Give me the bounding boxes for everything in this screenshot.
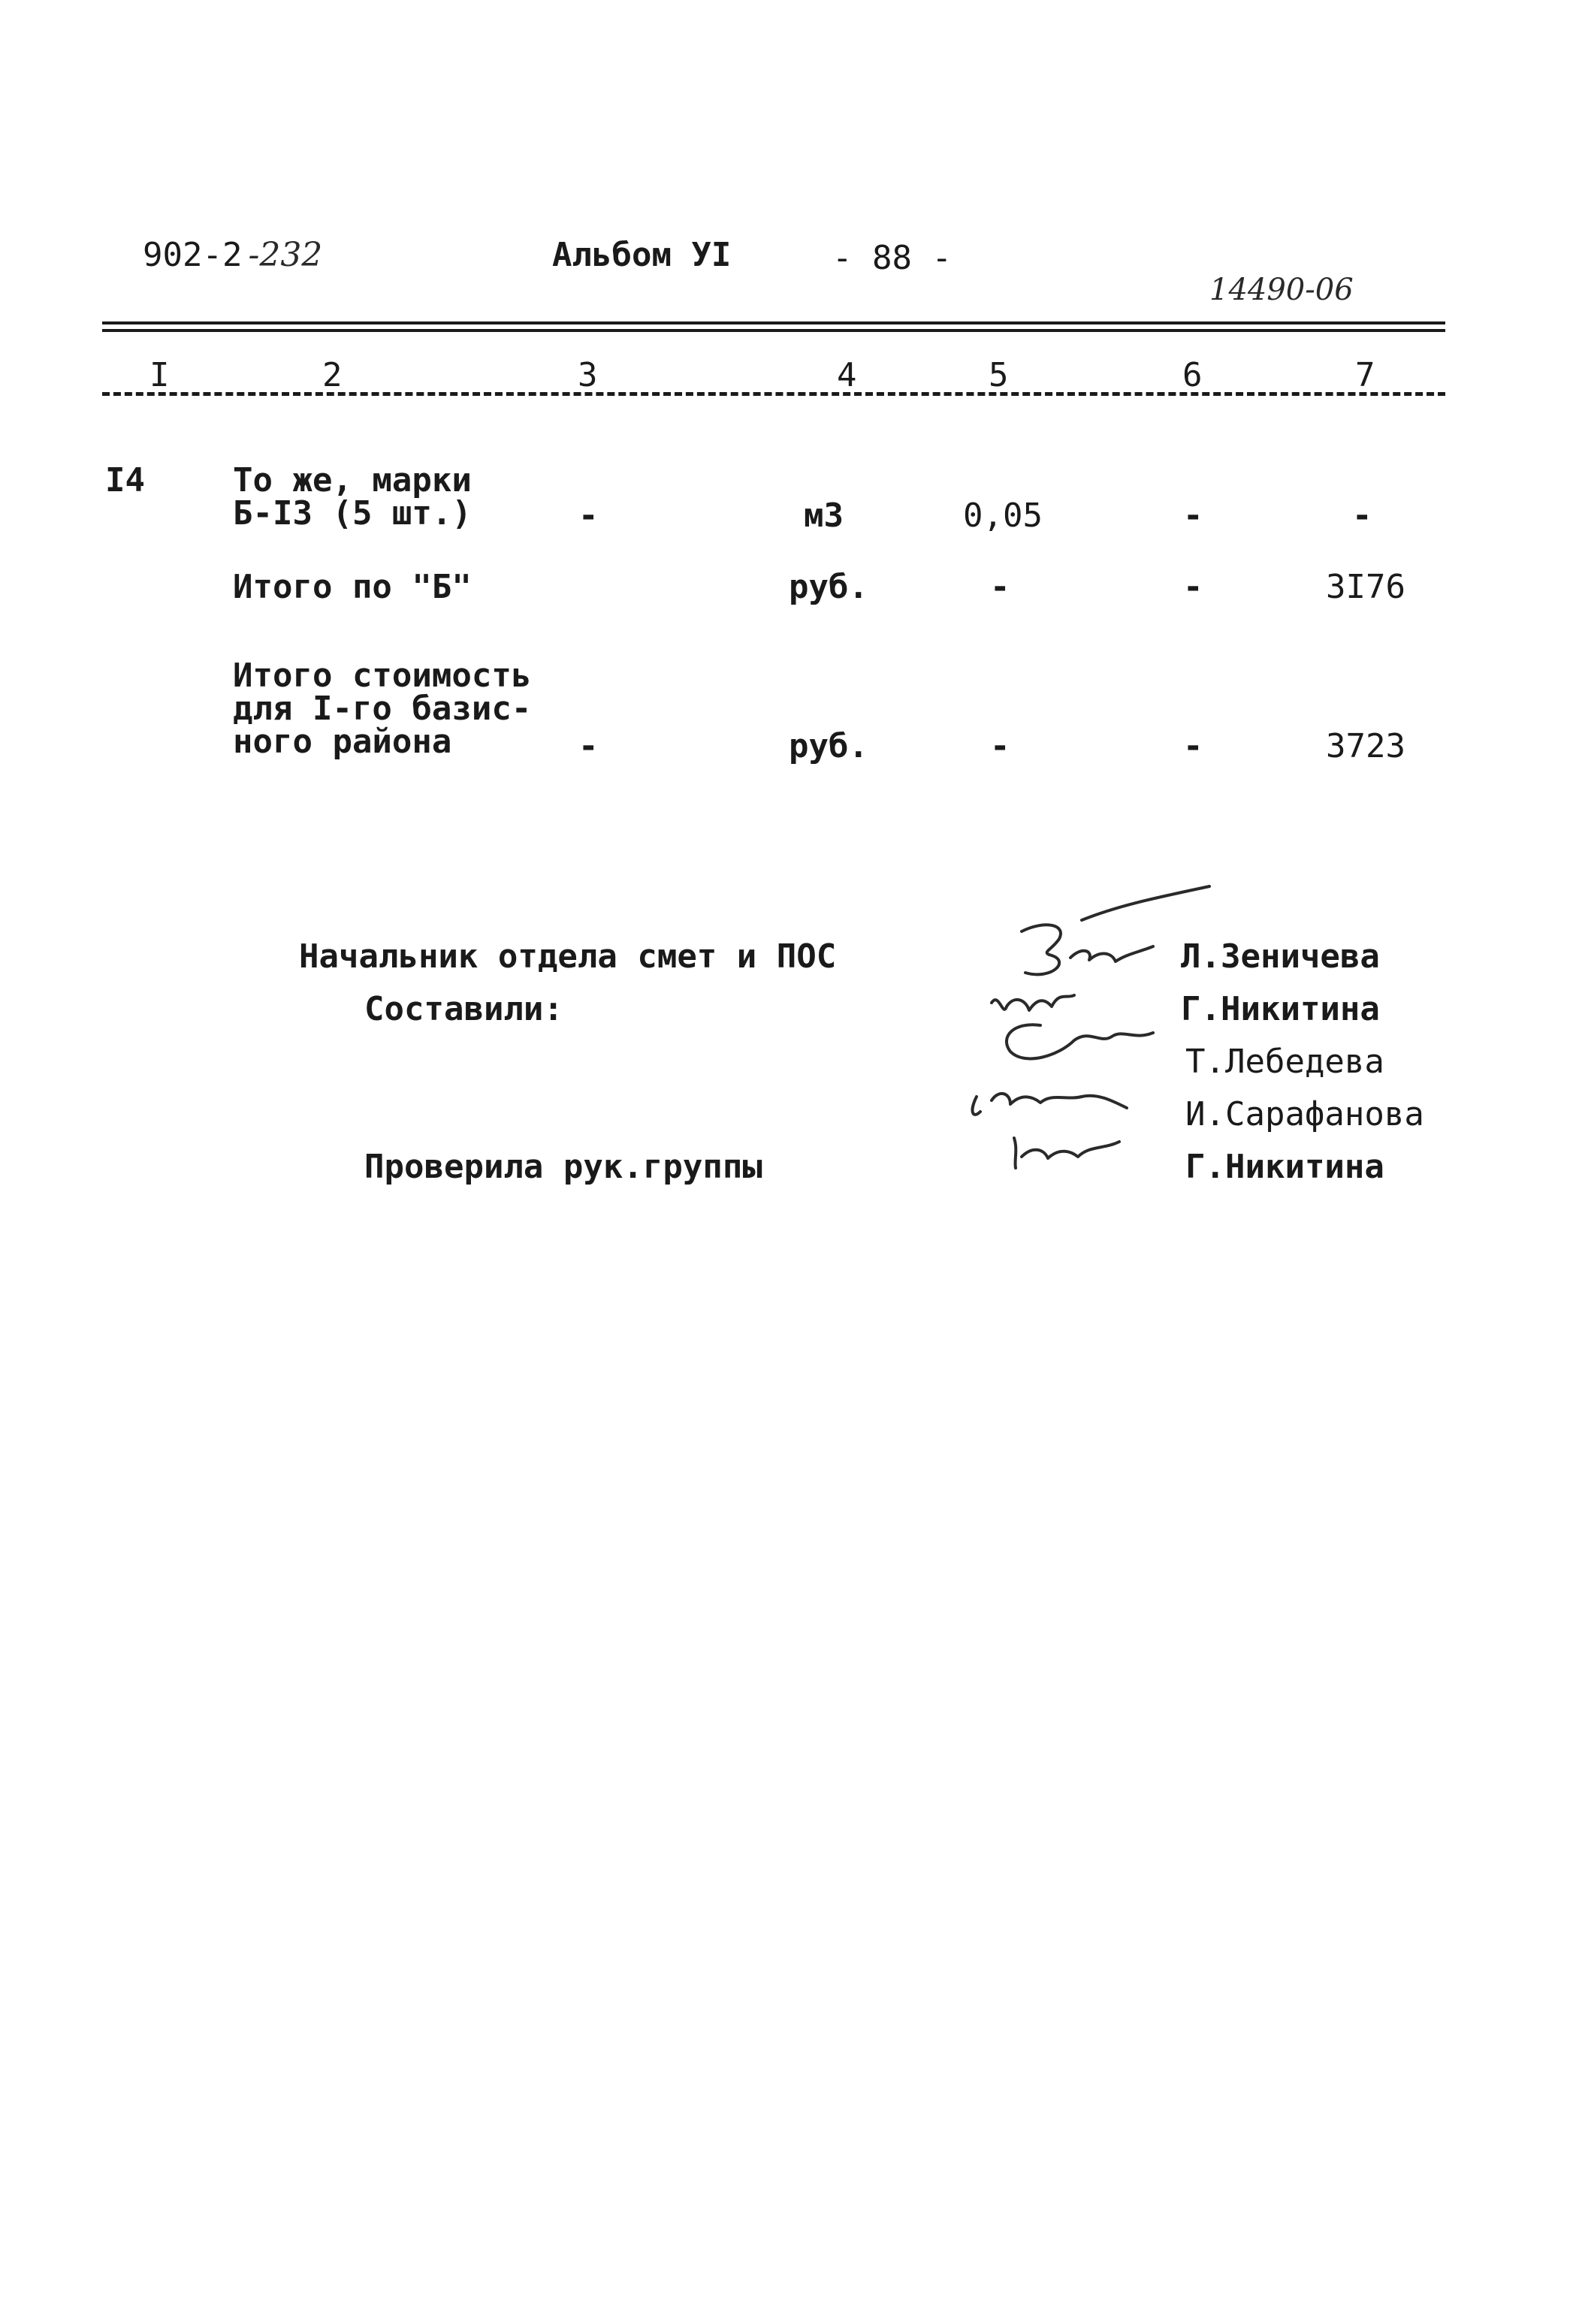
column-no-5: 5 — [986, 359, 1012, 392]
signatory-name-3: Т.Лебедева — [1185, 1043, 1384, 1081]
table-row-2-col5: - — [990, 568, 1010, 606]
table-row-3-col3: - — [578, 727, 599, 765]
table-row-2-col7: 3I76 — [1326, 568, 1405, 606]
table-row-3-name: Итого стоимость для I-го базис- ного района — [233, 656, 532, 761]
head-of-department-label: Начальник отдела смет и ПОС — [299, 937, 837, 976]
table-row-3-col6: - — [1183, 727, 1203, 765]
table-row-1-col6: - — [1183, 496, 1203, 535]
column-no-4: 4 — [834, 359, 860, 392]
signatory-name-1: Л.Зеничева — [1181, 937, 1380, 976]
compiled-by-label: Составили: — [364, 990, 563, 1028]
header-rule-bottom — [102, 329, 1445, 332]
table-row-2-name: Итого по "Б" — [233, 568, 472, 606]
signatory-name-2: Г.Никитина — [1181, 990, 1380, 1028]
column-no-2: 2 — [319, 359, 346, 392]
doc-suffix: -232 — [248, 236, 323, 274]
signatory-name-5: Г.Никитина — [1185, 1148, 1384, 1186]
table-row-1-col7: - — [1352, 496, 1372, 535]
table-row-1-no: I4 — [105, 461, 145, 500]
album-label: Альбом УІ — [552, 236, 732, 274]
column-no-7: 7 — [1352, 359, 1378, 392]
table-row-2-unit: руб. — [789, 568, 868, 606]
column-no-6: 6 — [1179, 359, 1206, 392]
table-row-3-col5: - — [990, 727, 1010, 765]
table-row-1-unit: м3 — [804, 496, 844, 535]
doc-number: 902-2 -232 — [143, 236, 323, 274]
table-row-3-col7: 3723 — [1326, 727, 1405, 765]
table-row-1-name: То же, марки Б-I3 (5 шт.) — [233, 461, 472, 533]
header-rule-top — [102, 321, 1445, 324]
table-row-1-col5: 0,05 — [963, 496, 1043, 535]
archive-number: 14490-06 — [1209, 273, 1354, 307]
table-row-3-unit: руб. — [789, 727, 868, 765]
page-number: - 88 - — [832, 239, 952, 277]
column-number-rule — [102, 392, 1445, 396]
column-no-3: 3 — [575, 359, 601, 392]
column-no-1: I — [146, 359, 173, 392]
table-row-1-col3: - — [578, 496, 599, 535]
table-row-2-col6: - — [1183, 568, 1203, 606]
checked-by-label: Проверила рук.группы — [364, 1148, 762, 1186]
signatory-name-4: И.Сарафанова — [1185, 1095, 1424, 1133]
